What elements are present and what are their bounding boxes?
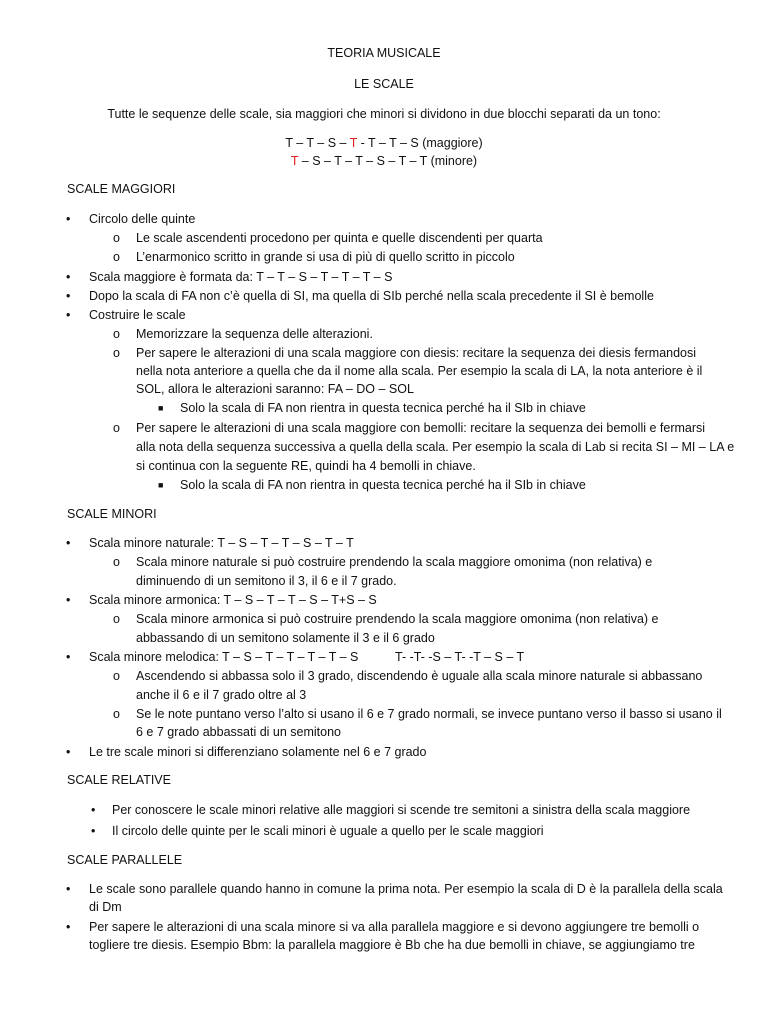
formula-major-part2: - T – T – S (maggiore): [357, 136, 483, 150]
list-item: Dopo la scala di FA non c’è quella di SI, ma quella di SIb perché nella scala precedente il SI è bemolle: [89, 289, 654, 303]
section-heading-minori: SCALE MINORI: [67, 507, 157, 521]
note-item: Solo la scala di FA non rientra in questa tecnica perché ha il SIb in chiave: [180, 401, 586, 415]
sub-list-item: Scala minore armonica si può costruire prendendo la scala maggiore omonima (non relativa) e: [136, 612, 659, 626]
list-item: Le scale sono parallele quando hanno in comune la prima nota. Per esempio la scala di D è la parallela della scala: [89, 882, 723, 896]
section-heading-relative: SCALE RELATIVE: [67, 773, 171, 787]
list-item-cont: di Dm: [89, 900, 122, 914]
sub-bullet-marker: o: [113, 421, 120, 435]
square-bullet-marker: ■: [158, 403, 164, 413]
sub-list-item-cont: 6 e 7 grado abbassati di un semitono: [136, 725, 341, 739]
square-bullet-marker: ■: [158, 480, 164, 490]
list-item: Le tre scale minori si differenziano solamente nel 6 e 7 grado: [89, 745, 427, 759]
sub-bullet-marker: o: [113, 346, 120, 360]
list-item-cont: togliere tre diesis. Esempio Bbm: la parallela maggiore è Bb che ha due bemolli in chiave, se aggiungiamo tre: [89, 938, 695, 952]
sub-list-item: Memorizzare la sequenza delle alterazioni.: [136, 327, 373, 341]
bullet-marker: •: [66, 289, 71, 303]
sub-bullet-marker: o: [113, 231, 120, 245]
list-item: Scala minore armonica: T – S – T – T – S – T+S – S: [89, 593, 377, 607]
intro-text: Tutte le sequenze delle scale, sia maggiori che minori si dividono in due blocchi separati da un tono:: [107, 107, 661, 121]
sub-bullet-marker: o: [113, 555, 120, 569]
section-heading-parallele: SCALE PARALLELE: [67, 853, 183, 867]
sub-list-item: Scala minore naturale si può costruire prendendo la scala maggiore omonima (non relativa) e: [136, 555, 653, 569]
sub-bullet-marker: o: [113, 327, 120, 341]
sub-bullet-marker: o: [113, 707, 120, 721]
list-item: Scala minore melodica: T – S – T – T – T – T – S: [89, 650, 359, 664]
sub-list-item-cont: abbassando di un semitono solamente il 3 e il 6 grado: [136, 631, 435, 645]
list-item: Scala maggiore è formata da: T – T – S – T – T – T – S: [89, 270, 393, 284]
sub-list-item-cont: alla nota della sequenza successiva a quella della scala. Per esempio la scala di Lab si recita SI – MI – LA e: [136, 440, 735, 454]
sub-list-item-cont: diminuendo di un semitono il 3, il 6 e il 7 grado.: [136, 574, 397, 588]
list-item: Per conoscere le scale minori relative alle maggiori si scende tre semitoni a sinistra della scala maggiore: [112, 803, 691, 817]
sub-bullet-marker: o: [113, 669, 120, 683]
sub-list-item: Per sapere le alterazioni di una scala maggiore con bemolli: recitare la sequenza dei bemolli e fermarsi: [136, 421, 706, 435]
sub-list-item: Ascendendo si abbassa solo il 3 grado, discendendo è uguale alla scala minore naturale si abbassano: [136, 669, 703, 683]
sub-list-item: Se le note puntano verso l’alto si usano il 6 e 7 grado normali, se invece puntano verso il basso si usano il: [136, 707, 722, 721]
list-item: Costruire le scale: [89, 308, 186, 322]
bullet-marker: •: [91, 824, 96, 838]
sub-list-item: Per sapere le alterazioni di una scala maggiore con diesis: recitare la sequenza dei diesis fermandosi: [136, 346, 697, 360]
sub-bullet-marker: o: [113, 612, 120, 626]
note-item: Solo la scala di FA non rientra in questa tecnica perché ha il SIb in chiave: [180, 478, 586, 492]
bullet-marker: •: [66, 920, 71, 934]
bullet-marker: •: [66, 882, 71, 896]
section-heading-maggiori: SCALE MAGGIORI: [67, 182, 176, 196]
bullet-marker: •: [91, 803, 96, 817]
formula-minor-part2: – S – T – T – S – T – T (minore): [298, 154, 478, 168]
sub-bullet-marker: o: [113, 250, 120, 264]
sub-list-item: Le scale ascendenti procedono per quinta e quelle discendenti per quarta: [136, 231, 543, 245]
bullet-marker: •: [66, 745, 71, 759]
sub-list-item-cont: SOL, allora le alterazioni saranno: FA – DO – SOL: [136, 382, 414, 396]
sub-list-item-cont: anche il 6 e il 7 grado oltre al 3: [136, 688, 307, 702]
bullet-marker: •: [66, 650, 71, 664]
bullet-marker: •: [66, 308, 71, 322]
sub-list-item-cont: si continua con la seguente RE, quindi ha 4 bemolli in chiave.: [136, 459, 476, 473]
bullet-marker: •: [66, 212, 71, 226]
formula-minor-red: T: [290, 154, 299, 168]
bullet-marker: •: [66, 536, 71, 550]
bullet-marker: •: [66, 270, 71, 284]
bullet-marker: •: [66, 593, 71, 607]
formula-major-part1: T – T – S –: [285, 136, 350, 150]
formula-major-red: T: [349, 136, 358, 150]
list-item: Circolo delle quinte: [89, 212, 196, 226]
list-item: Per sapere le alterazioni di una scala minore si va alla parallela maggiore e si devono aggiungere tre bemolli o: [89, 920, 700, 934]
list-item: Il circolo delle quinte per le scali minori è uguale a quello per le scale maggiori: [112, 824, 544, 838]
sub-list-item: L’enarmonico scritto in grande si usa di più di quello scritto in piccolo: [136, 250, 515, 264]
list-item: Scala minore naturale: T – S – T – T – S – T – T: [89, 536, 354, 550]
formula-minor: [0, 152, 768, 170]
melodic-descending-sequence: T- -T- -S – T- -T – S – T: [395, 650, 525, 664]
sub-list-item-cont: nella nota anteriore a quella che da il nome alla scala. Per esempio la scala di LA, la nota anteriore è il: [136, 364, 703, 378]
page-title: TEORIA MUSICALE: [327, 46, 441, 60]
page-subtitle: LE SCALE: [354, 77, 414, 91]
formula-major: [0, 134, 768, 152]
